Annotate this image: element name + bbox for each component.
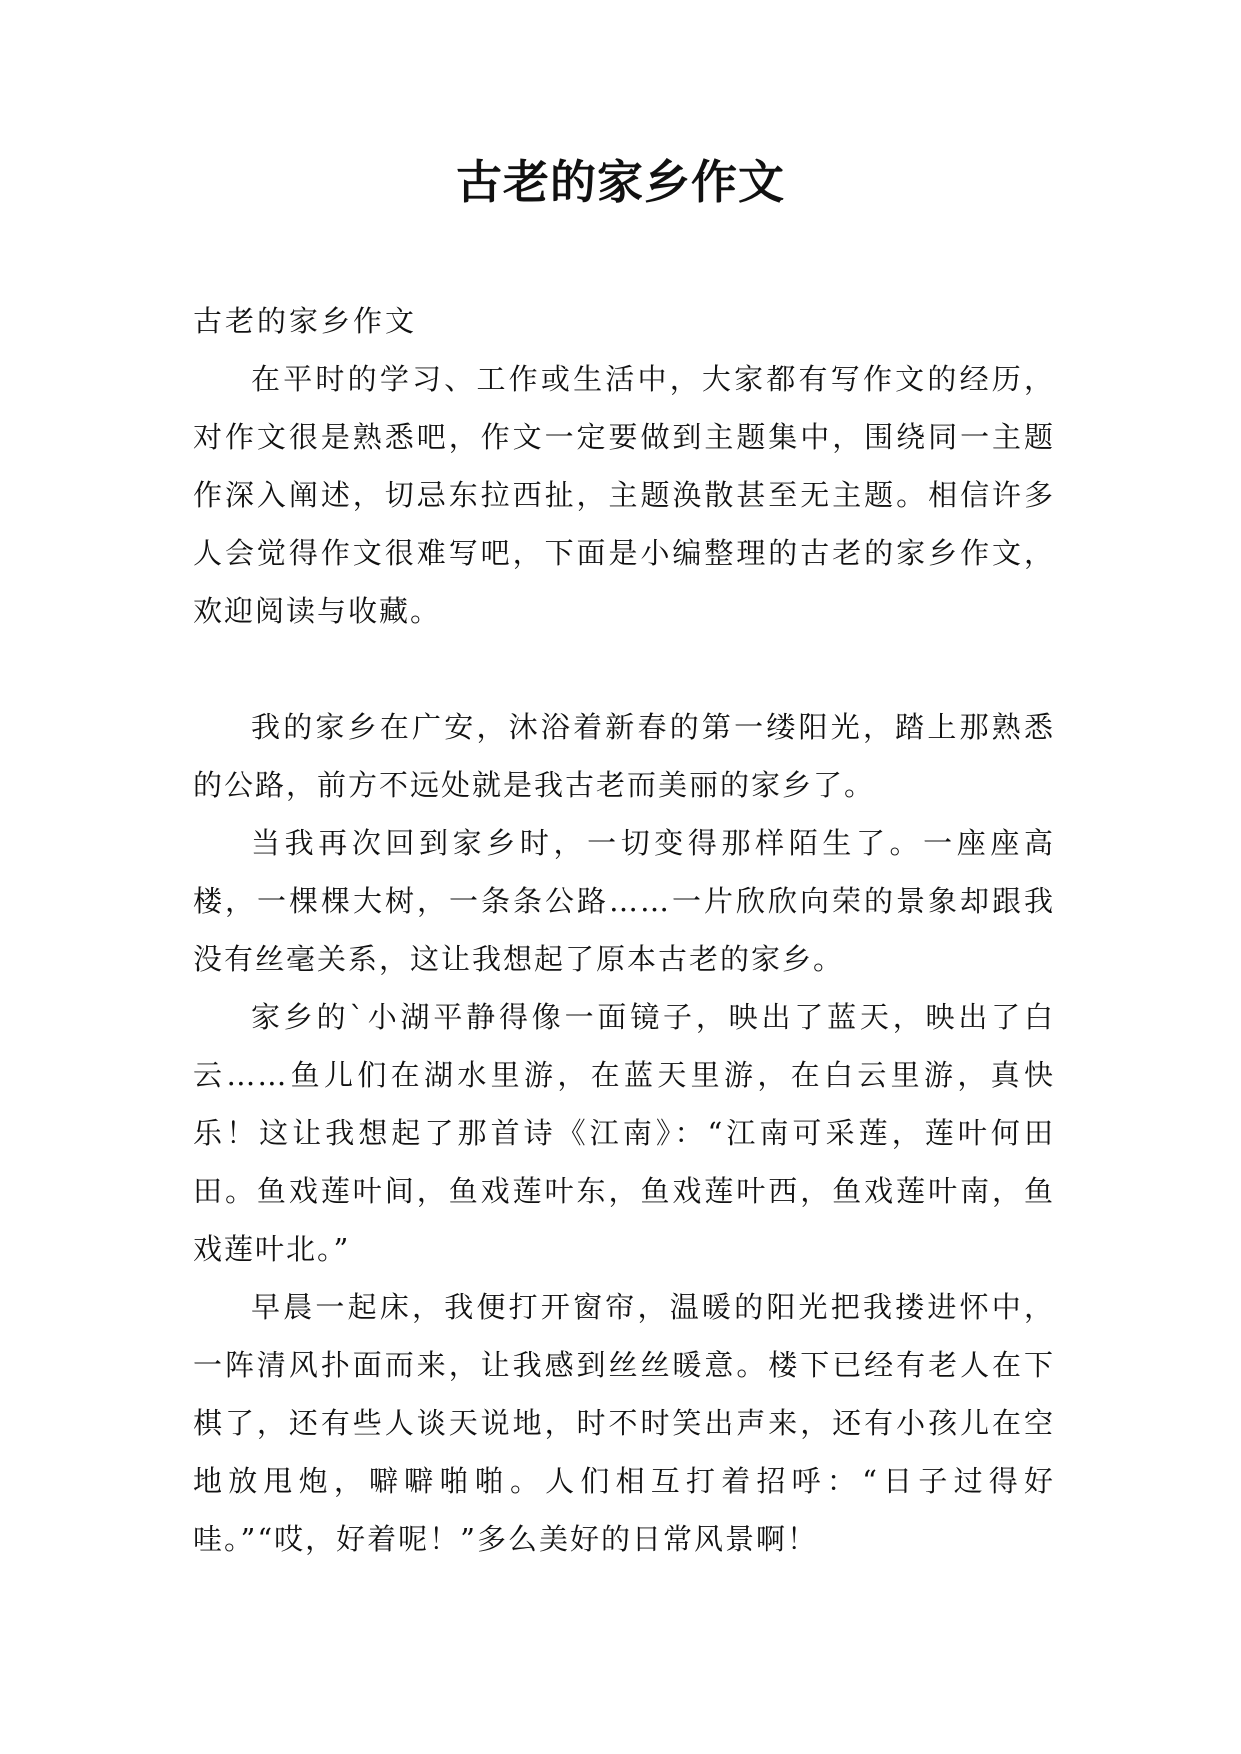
document-body: [193, 292, 1055, 1568]
document-title: 古老的家乡作文: [456, 155, 785, 209]
paragraph-hometown: 我的家乡在广安，沐浴着新春的第一缕阳光，踏上那熟悉的公路，前方不远处就是我古老而美丽的家乡了。: [193, 710, 1055, 802]
paragraph-intro: 在平时的学习、工作或生活中，大家都有写作文的经历，对作文很是熟悉吧，作文一定要做到主题集中，围绕同一主题作深入阐述，切忌东拉西扯，主题涣散甚至无主题。相信许多人会觉得作文很难写吧，下面是小编整理的古老的家乡作文，欢迎阅读与收藏。: [193, 362, 1055, 628]
paragraph-morning: 早晨一起床，我便打开窗帘，温暖的阳光把我搂进怀中，一阵清风扑面而来，让我感到丝丝暖意。楼下已经有老人在下棋了，还有些人谈天说地，时不时笑出声来，还有小孩儿在空地放甩炮，噼噼啪啪。人们相互打着招呼：“日子过得好哇。”“哎，好着呢！”多么美好的日常风景啊！: [193, 1290, 1055, 1556]
document-subtitle: 古老的家乡作文: [193, 304, 418, 338]
paragraph-lake: 家乡的`小湖平静得像一面镜子，映出了蓝天，映出了白云……鱼儿们在湖水里游，在蓝天里游，在白云里游，真快乐！这让我想起了那首诗《江南》：“江南可采莲，莲叶何田田。鱼戏莲叶间，鱼戏莲叶东，鱼戏莲叶西，鱼戏莲叶南，鱼戏莲叶北。”: [193, 1000, 1055, 1266]
paragraph-return: 当我再次回到家乡时，一切变得那样陌生了。一座座高楼，一棵棵大树，一条条公路……一片欣欣向荣的景象却跟我没有丝毫关系，这让我想起了原本古老的家乡。: [193, 826, 1055, 976]
paragraph-spacer: [193, 640, 1055, 698]
